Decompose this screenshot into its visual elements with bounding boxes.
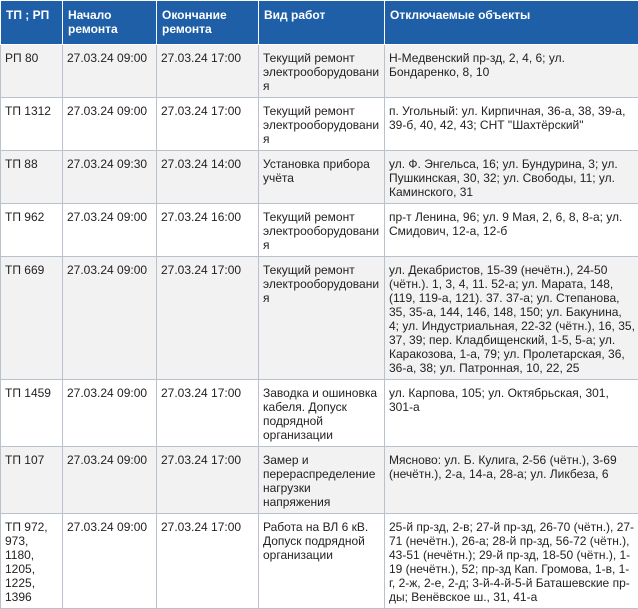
cell-start: 27.03.24 09:30: [63, 151, 157, 204]
cell-substation: ТП 107: [1, 447, 63, 514]
header-row: [1, 1, 638, 45]
cell-objects: 25-й пр-зд, 2-в; 27-й пр-зд, 26-70 (чётн.), 27-71 (нечётн.), 26-а; 28-й пр-зд, 56-72 (чётн.), 43-51 (нечётн.); 29-й пр-зд, 18-50 (чётн.), 1-19 (нечётн.), 52; пр-зд Кап. Громова, 1-в, 1-г, 2-ж, 2-е, 2-д; 3-й-4-й-5-й Баташевские пр-ды; Венёвское ш., 31, 41-а: [385, 514, 638, 609]
cell-end: 27.03.24 17:00: [157, 380, 259, 447]
cell-end: 27.03.24 14:00: [157, 151, 259, 204]
table-row: [1, 204, 638, 257]
cell-end: 27.03.24 17:00: [157, 257, 259, 380]
table-row: [1, 151, 638, 204]
cell-work-type: Текущий ремонт электрооборудования: [259, 45, 385, 98]
cell-start: 27.03.24 09:00: [63, 98, 157, 151]
cell-objects: п. Угольный: ул. Кирпичная, 36-а, 38, 39-а, 39-б, 40, 42, 43; СНТ "Шахтёрский": [385, 98, 638, 151]
cell-end: 27.03.24 17:00: [157, 514, 259, 609]
cell-end: 27.03.24 17:00: [157, 447, 259, 514]
cell-objects: пр-т Ленина, 96; ул. 9 Мая, 2, 6, 8, 8-а; ул. Смидович, 12-а, 12-б: [385, 204, 638, 257]
table-row: [1, 257, 638, 380]
table-row: [1, 514, 638, 609]
cell-substation: ТП 1459: [1, 380, 63, 447]
cell-start: 27.03.24 09:00: [63, 447, 157, 514]
cell-objects: ул. Ф. Энгельса, 16; ул. Бундурина, 3; ул. Пушкинская, 30, 32; ул. Свободы, 11; ул. Каминского, 31: [385, 151, 638, 204]
column-header-substation: ТП ; РП: [1, 1, 63, 45]
table-row: [1, 98, 638, 151]
cell-objects: Мясново: ул. Б. Кулига, 2-56 (чётн.), 3-69 (нечётн.), 2-а, 14-а, 28-а; ул. Ликбеза, 6: [385, 447, 638, 514]
cell-work-type: Установка прибора учёта: [259, 151, 385, 204]
cell-work-type: Заводка и ошиновка кабеля. Допуск подрядной организации: [259, 380, 385, 447]
cell-substation: ТП 972, 973, 1180, 1205, 1225, 1396: [1, 514, 63, 609]
cell-substation: ТП 88: [1, 151, 63, 204]
column-header-start: Начало ремонта: [63, 1, 157, 45]
cell-end: 27.03.24 17:00: [157, 98, 259, 151]
cell-start: 27.03.24 09:00: [63, 257, 157, 380]
cell-objects: ул. Карпова, 105; ул. Октябрьская, 301, 301-а: [385, 380, 638, 447]
cell-start: 27.03.24 09:00: [63, 45, 157, 98]
table-row: [1, 380, 638, 447]
cell-objects: Н-Медвенский пр-зд, 2, 4, 6; ул. Бондаренко, 8, 10: [385, 45, 638, 98]
cell-start: 27.03.24 09:00: [63, 380, 157, 447]
cell-substation: ТП 1312: [1, 98, 63, 151]
cell-end: 27.03.24 17:00: [157, 45, 259, 98]
column-header-end: Окончание ремонта: [157, 1, 259, 45]
cell-work-type: Текущий ремонт электрооборудования: [259, 204, 385, 257]
cell-substation: РП 80: [1, 45, 63, 98]
cell-objects: ул. Декабристов, 15-39 (нечётн.), 24-50 (чётн.). 1, 3, 4, 11. 52-а; ул. Марата, 148, (119, 119-а, 121). 37. 37-а; ул. Степанова, 35, 35-а, 144, 146, 148, 150; ул. Бакунина, 4; ул. Индустриальная, 22-32 (чётн.), 16, 35, 37, 39; пер. Кладбищенский, 1-5, 5-а; ул. Каракозова, 1-а, 79; ул. Пролетарская, 36, 36-а, 38; ул. Патронная, 10, 22, 25: [385, 257, 638, 380]
cell-end: 27.03.24 16:00: [157, 204, 259, 257]
table-row: [1, 45, 638, 98]
cell-work-type: Замер и перераспределение нагрузки напряжения: [259, 447, 385, 514]
column-header-work-type: Вид работ: [259, 1, 385, 45]
cell-start: 27.03.24 09:00: [63, 514, 157, 609]
cell-work-type: Текущий ремонт электрооборудования: [259, 257, 385, 380]
cell-substation: ТП 962: [1, 204, 63, 257]
cell-substation: ТП 669: [1, 257, 63, 380]
cell-work-type: Работа на ВЛ 6 кВ. Допуск подрядной организации: [259, 514, 385, 609]
cell-start: 27.03.24 09:00: [63, 204, 157, 257]
table-row: [1, 447, 638, 514]
column-header-objects: Отключаемые объекты: [385, 1, 638, 45]
cell-work-type: Текущий ремонт электрооборудования: [259, 98, 385, 151]
